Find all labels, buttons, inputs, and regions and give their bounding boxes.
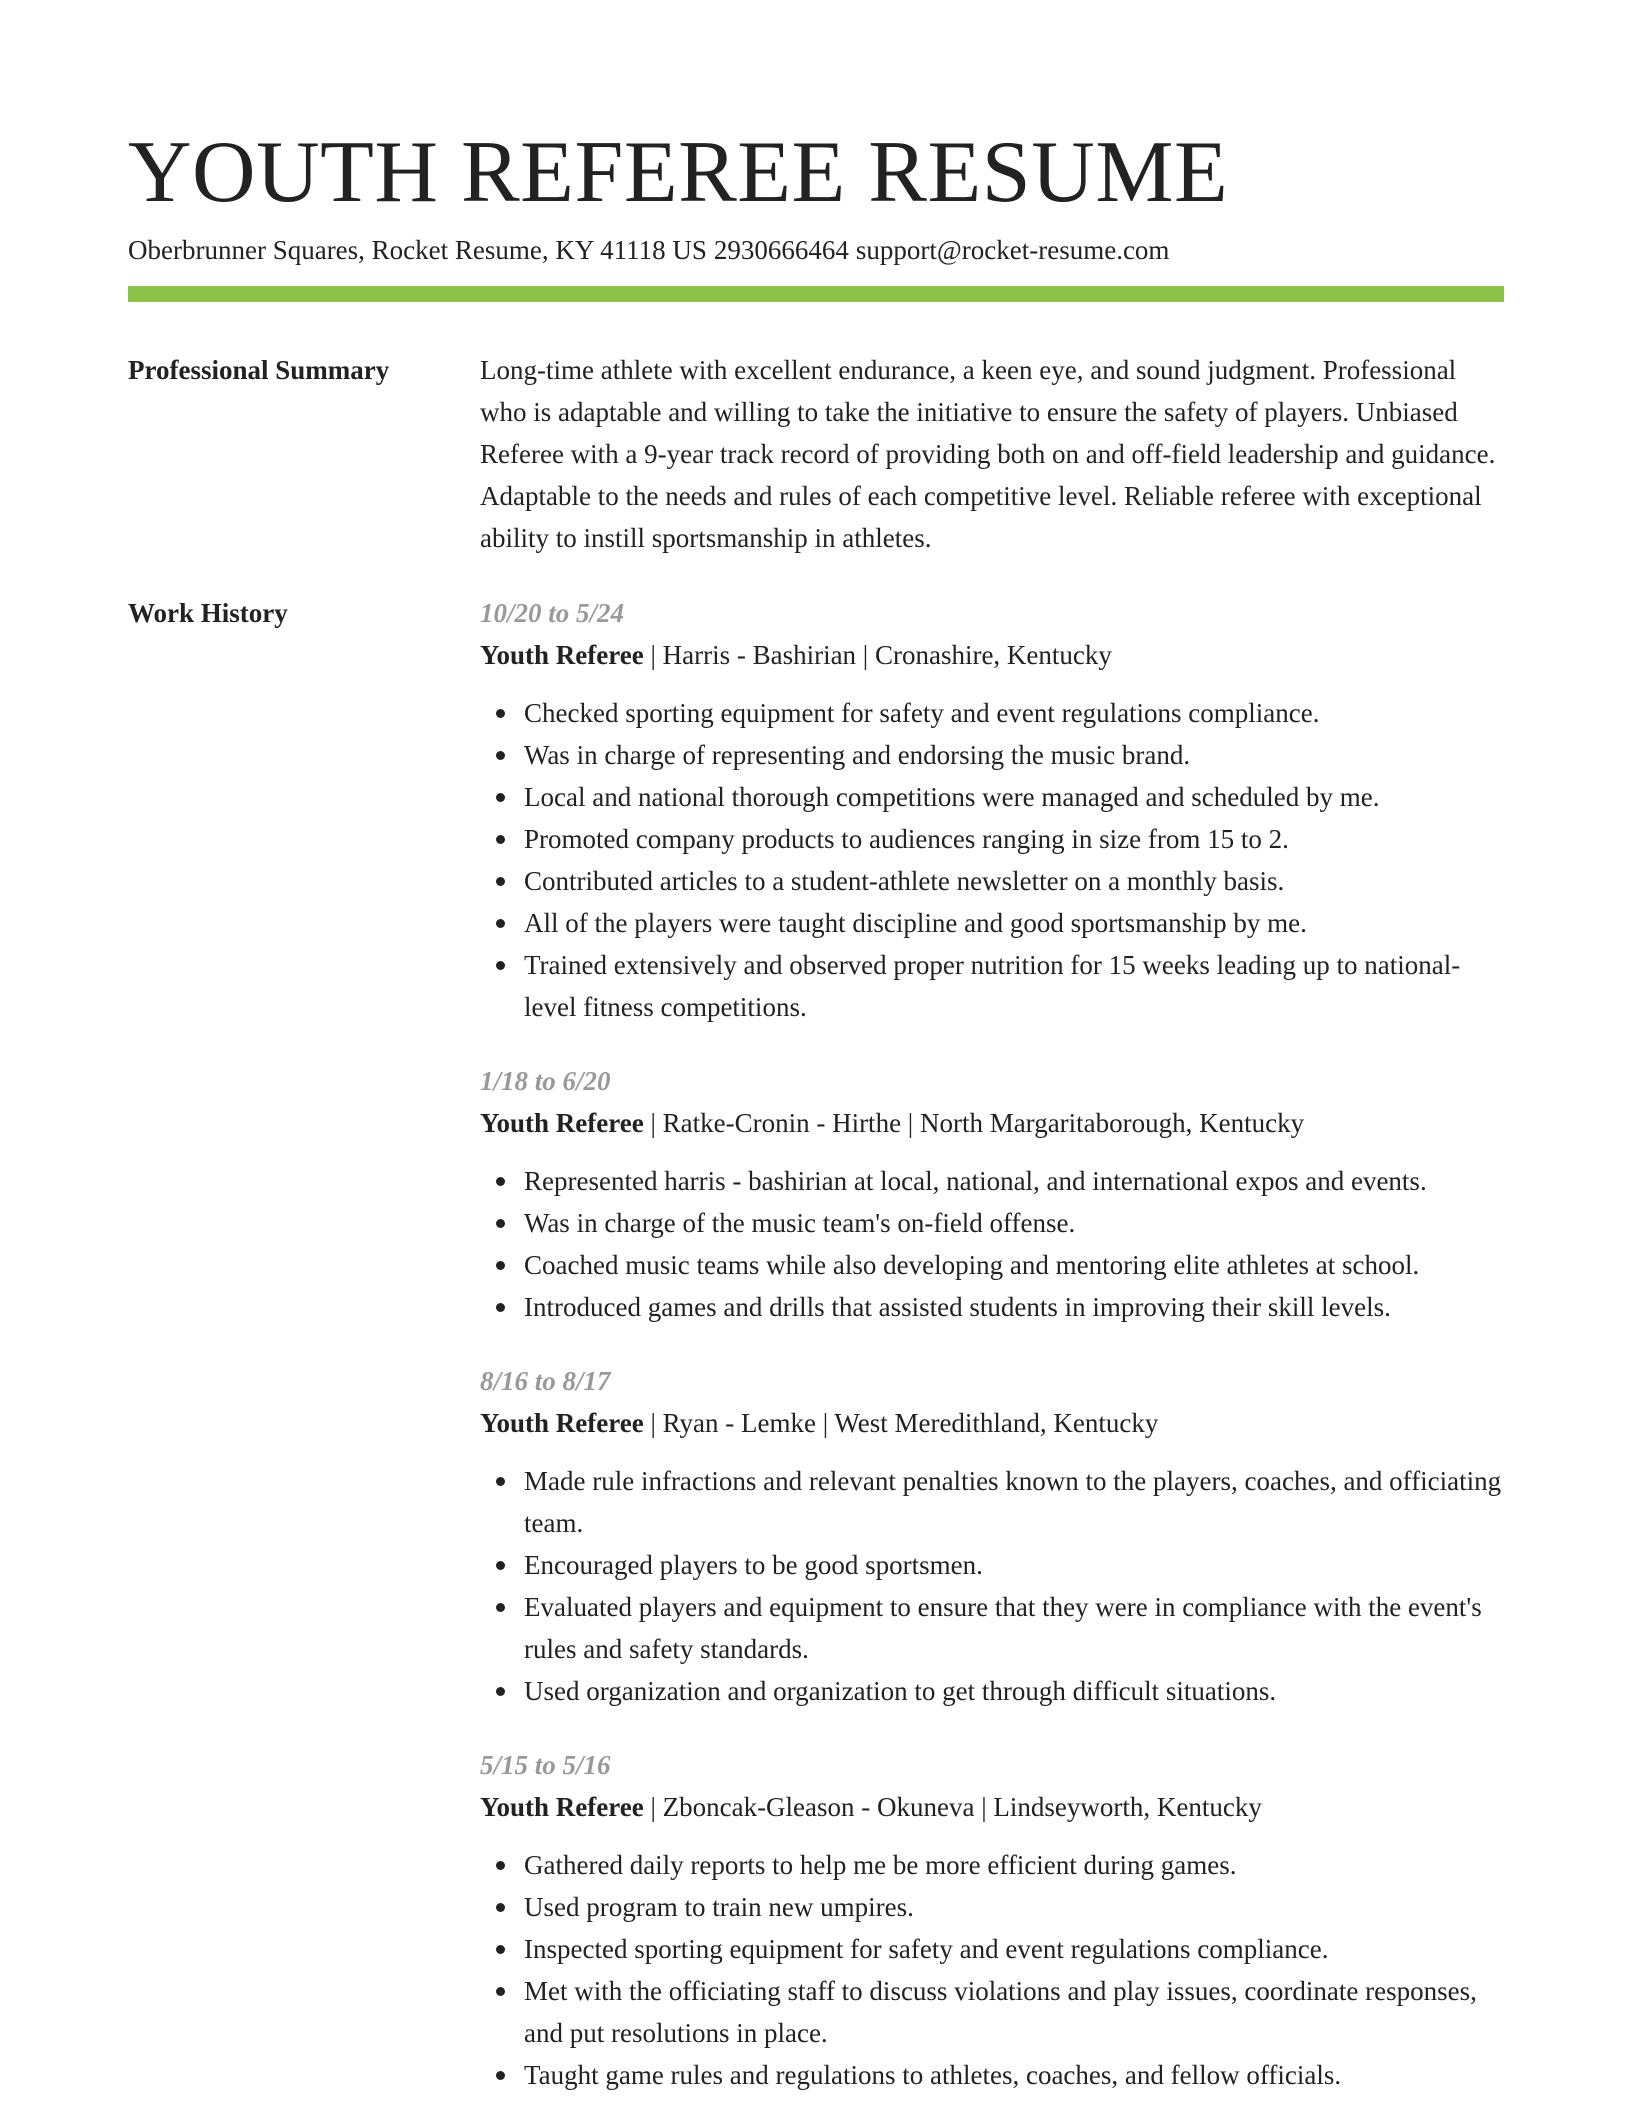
job-bullet-item xyxy=(524,1886,1504,1928)
job-bullet-item xyxy=(524,1844,1504,1886)
job-bullet-text: Gathered daily reports to help me be more efficient during games. xyxy=(524,1850,1237,1880)
job-bullet-list xyxy=(480,692,1504,1028)
job-heading xyxy=(480,1102,1504,1144)
work-history-list xyxy=(480,592,1504,2096)
section-label-professional-summary: Professional Summary xyxy=(128,355,390,385)
bullet-dot-icon xyxy=(496,1687,505,1696)
job-bullet-item xyxy=(524,1160,1504,1202)
bullet-dot-icon xyxy=(496,793,505,802)
job-bullet-text: Inspected sporting equipment for safety and event regulations compliance. xyxy=(524,1934,1329,1964)
job-bullet-item xyxy=(524,1244,1504,1286)
job-heading xyxy=(480,1786,1504,1828)
job-title: Youth Referee xyxy=(480,1108,644,1138)
bullet-dot-icon xyxy=(496,1303,505,1312)
bullet-dot-icon xyxy=(496,835,505,844)
job-bullet-item xyxy=(524,776,1504,818)
job-bullet-text: Checked sporting equipment for safety and event regulations compliance. xyxy=(524,698,1320,728)
bullet-dot-icon xyxy=(496,1987,505,1996)
job-bullet-item xyxy=(524,1670,1504,1712)
resume-page xyxy=(128,118,1504,2128)
bullet-dot-icon xyxy=(496,1261,505,1270)
job-bullet-text: Contributed articles to a student-athlete newsletter on a monthly basis. xyxy=(524,866,1285,896)
job-bullet-text: Was in charge of representing and endorsing the music brand. xyxy=(524,740,1191,770)
job-heading xyxy=(480,1402,1504,1444)
bullet-dot-icon xyxy=(496,1903,505,1912)
job-bullet-text: Trained extensively and observed proper nutrition for 15 weeks leading up to national-level fitness competitions. xyxy=(524,950,1461,1022)
bullet-dot-icon xyxy=(496,1177,505,1186)
job-bullet-text: Evaluated players and equipment to ensure that they were in compliance with the event's rules and safety standards. xyxy=(524,1592,1482,1664)
bullet-dot-icon xyxy=(496,709,505,718)
bullet-dot-icon xyxy=(496,877,505,886)
job-bullet-text: Made rule infractions and relevant penalties known to the players, coaches, and officiating team. xyxy=(524,1466,1502,1538)
job-bullet-text: Used program to train new umpires. xyxy=(524,1892,914,1922)
job-bullet-item xyxy=(524,1286,1504,1328)
section-label-work-history: Work History xyxy=(128,598,288,628)
job-bullet-item xyxy=(524,944,1504,1028)
job-bullet-list xyxy=(480,1460,1504,1712)
job-bullet-item xyxy=(524,692,1504,734)
job-title: Youth Referee xyxy=(480,1408,644,1438)
job-bullet-item xyxy=(524,1928,1504,1970)
bullet-dot-icon xyxy=(496,1861,505,1870)
bullet-dot-icon xyxy=(496,751,505,760)
job-entry xyxy=(480,592,1504,1028)
professional-summary-section xyxy=(128,349,1504,559)
bullet-dot-icon xyxy=(496,1561,505,1570)
job-bullet-item xyxy=(524,1202,1504,1244)
job-bullet-item xyxy=(524,902,1504,944)
job-bullet-item xyxy=(524,1586,1504,1670)
contact-line xyxy=(128,232,1504,268)
header-divider xyxy=(128,286,1504,302)
job-dates: 5/15 to 5/16 xyxy=(480,1750,611,1780)
job-bullet-item xyxy=(524,734,1504,776)
bullet-dot-icon xyxy=(496,1945,505,1954)
job-bullet-item xyxy=(524,1970,1504,2054)
resume-title: YOUTH REFEREE RESUME xyxy=(128,124,1229,221)
job-employer-location: | Ryan - Lemke | West Meredithland, Kentucky xyxy=(643,1408,1159,1438)
job-bullet-text: Promoted company products to audiences ranging in size from 15 to 2. xyxy=(524,824,1289,854)
job-bullet-text: All of the players were taught discipline and good sportsmanship by me. xyxy=(524,908,1307,938)
job-bullet-text: Was in charge of the music team's on-field offense. xyxy=(524,1208,1076,1238)
job-bullet-item xyxy=(524,860,1504,902)
job-bullet-item xyxy=(524,2054,1504,2096)
bullet-dot-icon xyxy=(496,2071,505,2080)
job-heading xyxy=(480,634,1504,676)
job-entry xyxy=(480,1744,1504,2096)
job-bullet-text: Local and national thorough competitions were managed and scheduled by me. xyxy=(524,782,1380,812)
job-bullet-text: Met with the officiating staff to discuss violations and play issues, coordinate responses, and put resolutions in place. xyxy=(524,1976,1477,2048)
job-bullet-text: Represented harris - bashirian at local, national, and international expos and events. xyxy=(524,1166,1427,1196)
bullet-dot-icon xyxy=(496,1603,505,1612)
job-bullet-text: Used organization and organization to get through difficult situations. xyxy=(524,1676,1277,1706)
bullet-dot-icon xyxy=(496,961,505,970)
job-dates: 1/18 to 6/20 xyxy=(480,1066,611,1096)
job-employer-location: | Zboncak-Gleason - Okuneva | Lindseyworth, Kentucky xyxy=(643,1792,1262,1822)
bullet-dot-icon xyxy=(496,919,505,928)
bullet-dot-icon xyxy=(496,1219,505,1228)
job-bullet-text: Introduced games and drills that assisted students in improving their skill levels. xyxy=(524,1292,1391,1322)
summary-text: Long-time athlete with excellent endurance, a keen eye, and sound judgment. Professional who is adaptable and willing to take the initiative to ensure the safety of players. Unbiased Referee with a 9-year track record of providing both on and off-field leadership and guidance. Adaptable to the needs and rules of each competitive level. Reliable referee with exceptional ability to instill sportsmanship in athletes. xyxy=(480,355,1496,553)
job-employer-location: | Ratke-Cronin - Hirthe | North Margaritaborough, Kentucky xyxy=(643,1108,1305,1138)
job-entry xyxy=(480,1060,1504,1328)
job-title: Youth Referee xyxy=(480,640,644,670)
job-dates: 8/16 to 8/17 xyxy=(480,1366,611,1396)
job-bullet-text: Taught game rules and regulations to athletes, coaches, and fellow officials. xyxy=(524,2060,1342,2090)
contact-address: Oberbrunner Squares, Rocket Resume, KY 41118 US xyxy=(128,235,707,265)
job-entry xyxy=(480,1360,1504,1712)
job-bullet-list xyxy=(480,1844,1504,2096)
contact-email[interactable]: support@rocket-resume.com xyxy=(855,235,1170,265)
job-dates: 10/20 to 5/24 xyxy=(480,598,625,628)
job-bullet-item xyxy=(524,818,1504,860)
job-bullet-text: Coached music teams while also developing and mentoring elite athletes at school. xyxy=(524,1250,1420,1280)
work-history-section xyxy=(128,592,1504,2096)
job-bullet-list xyxy=(480,1160,1504,1328)
job-bullet-item xyxy=(524,1544,1504,1586)
job-employer-location: | Harris - Bashirian | Cronashire, Kentucky xyxy=(643,640,1112,670)
job-title: Youth Referee xyxy=(480,1792,644,1822)
contact-phone: 2930666464 xyxy=(713,235,849,265)
bullet-dot-icon xyxy=(496,1477,505,1486)
job-bullet-text: Encouraged players to be good sportsmen. xyxy=(524,1550,983,1580)
job-bullet-item xyxy=(524,1460,1504,1544)
